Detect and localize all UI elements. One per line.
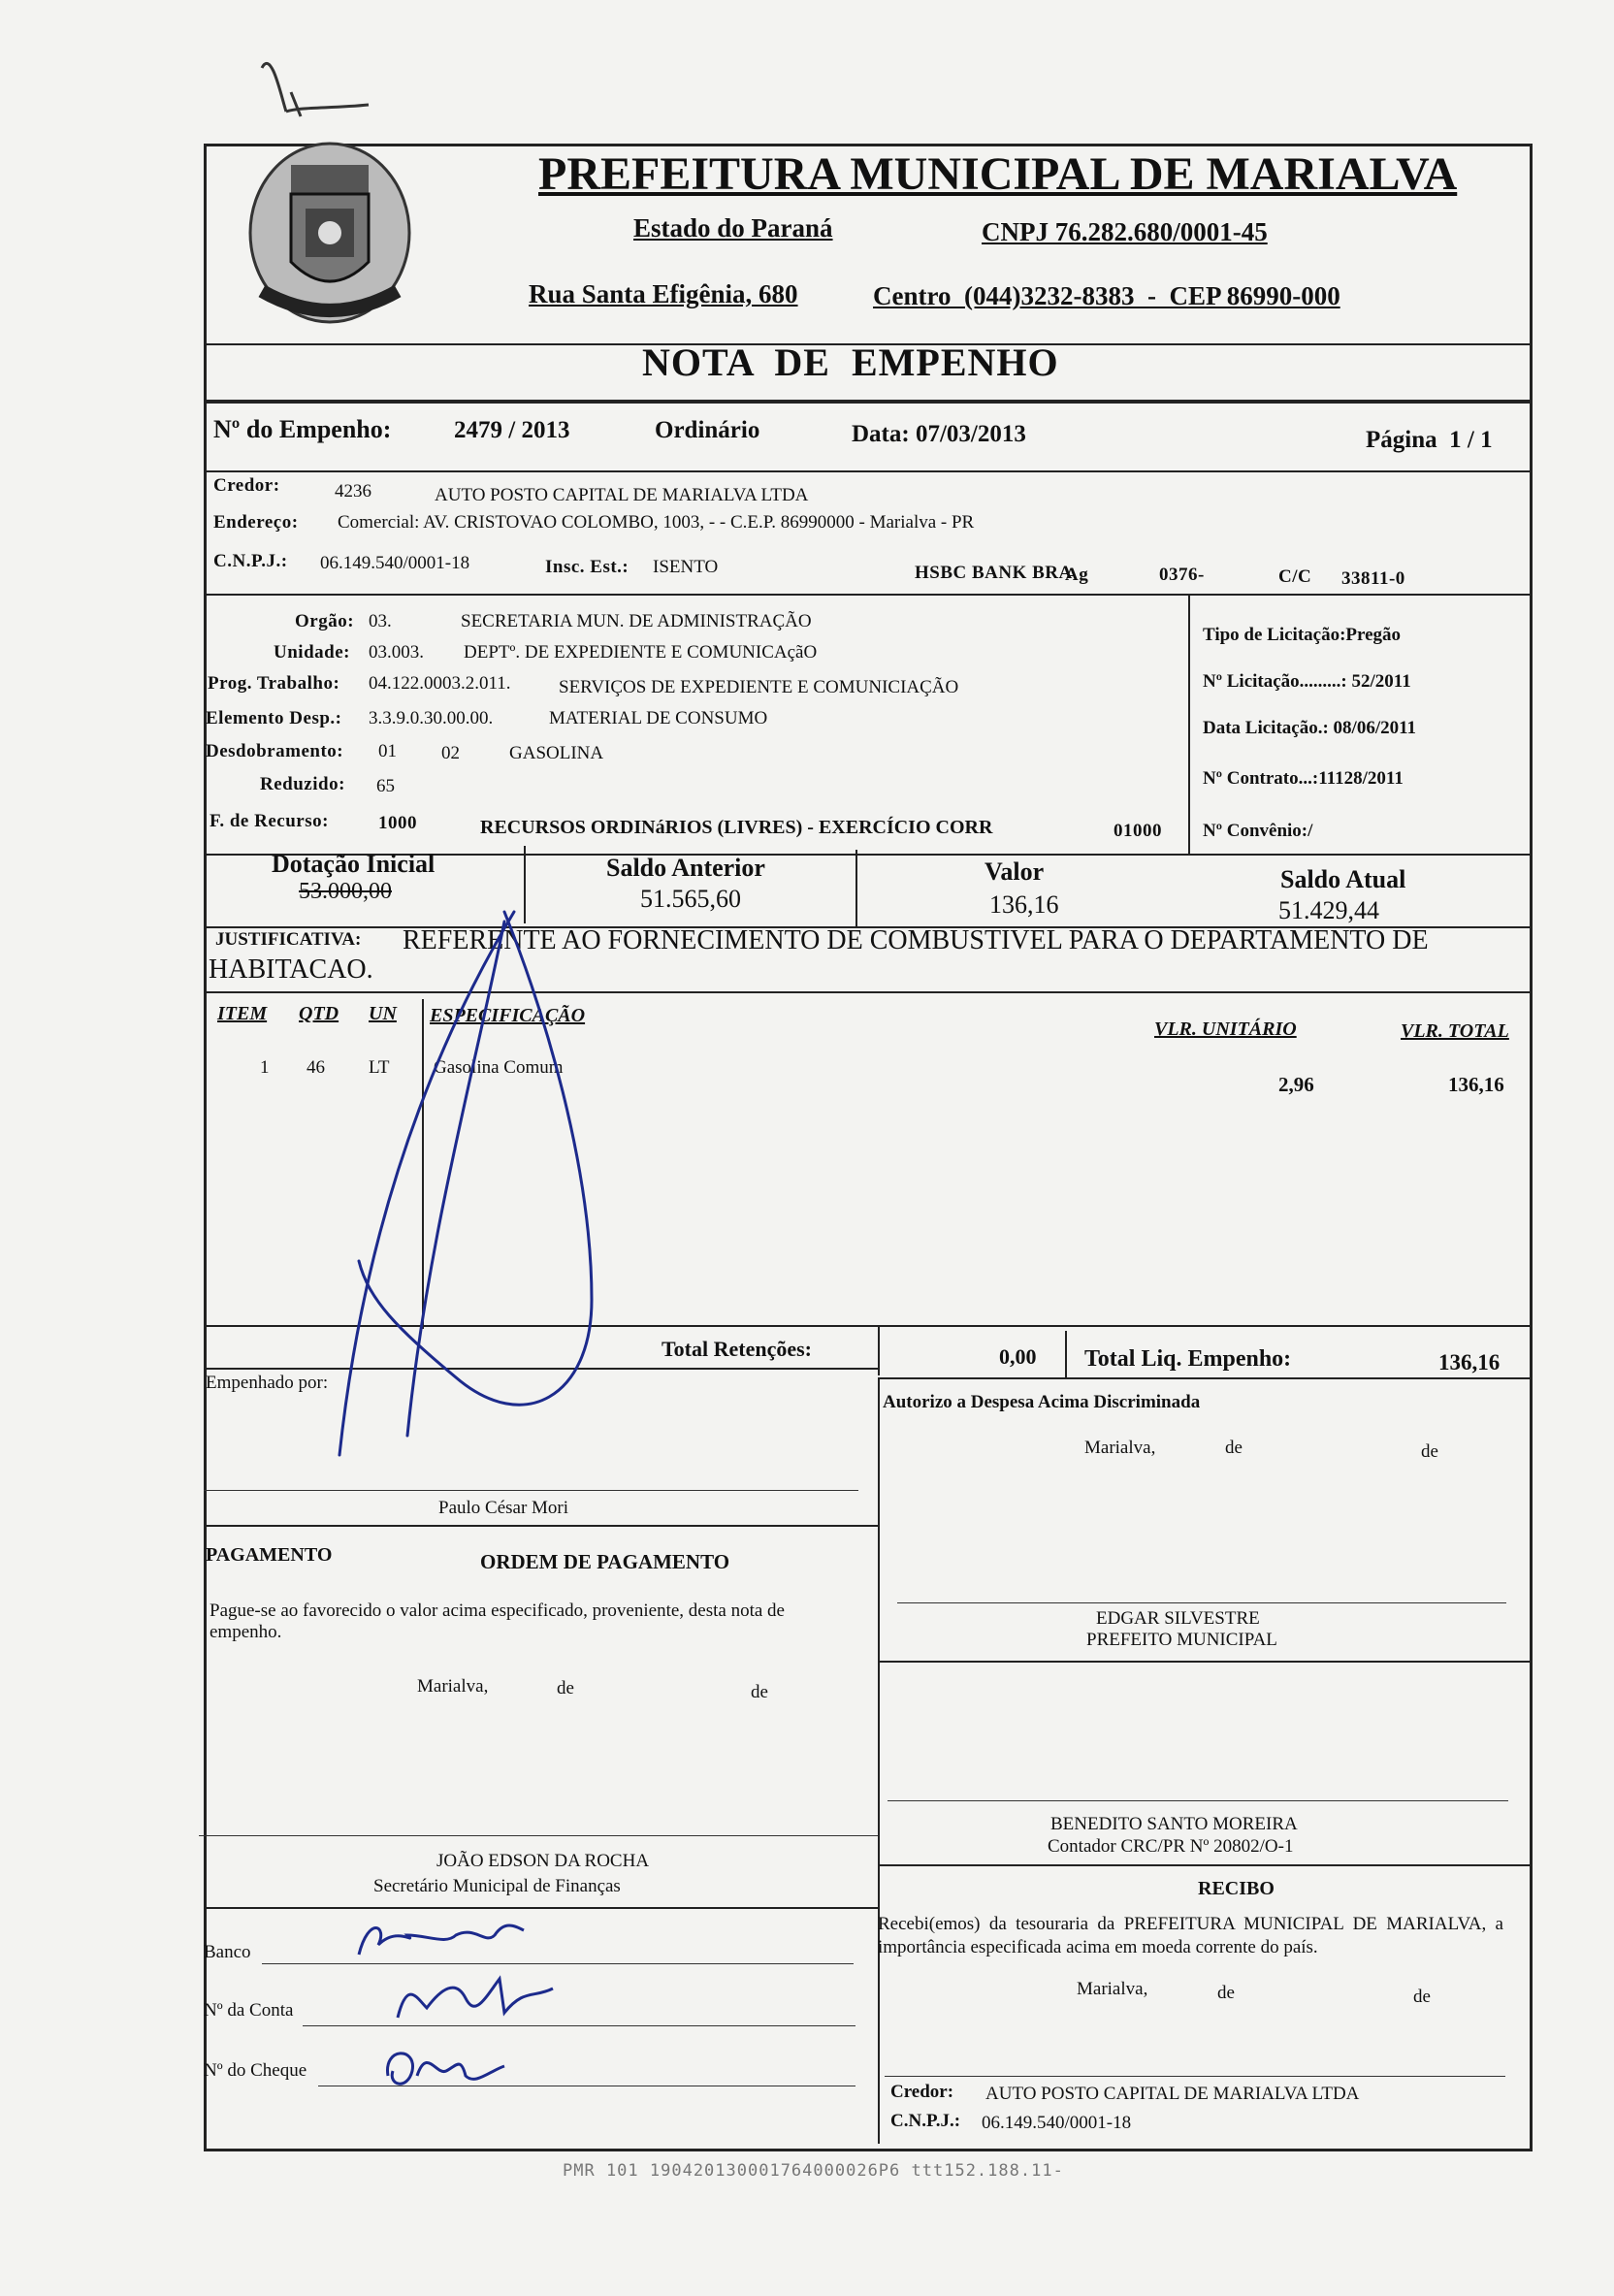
divider bbox=[204, 470, 1533, 472]
signature-line bbox=[204, 1490, 858, 1491]
cnpj-label: CNPJ 76.282.680/0001-45 bbox=[982, 217, 1268, 246]
licitacao-date: Data Licitação.: 08/06/2011 bbox=[1203, 718, 1417, 738]
state-label: Estado do Paraná bbox=[633, 213, 833, 243]
reduzido-value: 65 bbox=[376, 776, 395, 796]
divider bbox=[855, 850, 857, 927]
divider bbox=[878, 1377, 880, 2144]
recibo-text: Recebi(emos) da tesouraria da PREFEITURA MUNICIPAL DE MARIALVA, a importância especificada acima em moeda corrente do país. bbox=[878, 1914, 1503, 1957]
valor-value: 136,16 bbox=[989, 890, 1059, 919]
elemento-code: 3.3.9.0.30.00.00. bbox=[369, 708, 494, 728]
autorizo-label: Autorizo a Despesa Acima Discriminada bbox=[883, 1392, 1201, 1412]
total-retencoes-label: Total Retenções: bbox=[662, 1337, 812, 1361]
pague-se-text: Pague-se ao favorecido o valor acima especificado, proveniente, desta nota de empenho. bbox=[210, 1601, 785, 1642]
desdobramento-name: GASOLINA bbox=[509, 743, 604, 763]
account-value: 33811-0 bbox=[1341, 568, 1405, 589]
item-especificacao: Gasolina Comum bbox=[434, 1057, 564, 1078]
desdobramento-a: 01 bbox=[378, 741, 397, 761]
orgao-code: 03. bbox=[369, 611, 392, 631]
contador-name: BENEDITO SANTO MOREIRA bbox=[1050, 1814, 1298, 1834]
contador-title: Contador CRC/PR Nº 20802/O-1 bbox=[1048, 1836, 1294, 1857]
autorizo-de-2: de bbox=[1421, 1441, 1438, 1462]
col-header-item: ITEM bbox=[217, 1003, 268, 1024]
empenho-number: 2479 / 2013 bbox=[454, 417, 570, 443]
col-header-qtd: QTD bbox=[299, 1003, 339, 1024]
autorizo-place: Marialva, bbox=[1084, 1438, 1156, 1458]
dotacao-inicial-value: 53.000,00 bbox=[299, 879, 392, 904]
banco-label: Banco bbox=[204, 1942, 251, 1962]
valor-label: Valor bbox=[985, 857, 1045, 886]
item-un: LT bbox=[369, 1057, 390, 1078]
total-liquido-label: Total Liq. Empenho: bbox=[1084, 1346, 1292, 1372]
col-header-un: UN bbox=[369, 1003, 397, 1024]
desdobramento-label: Desdobramento: bbox=[206, 741, 344, 761]
handwritten-cheque-mark bbox=[378, 2037, 524, 2095]
empenho-date: Data: 07/03/2013 bbox=[852, 421, 1026, 447]
prefeito-name: EDGAR SILVESTRE bbox=[1096, 1608, 1260, 1629]
pagamento-place: Marialva, bbox=[417, 1676, 489, 1697]
total-liquido-value: 136,16 bbox=[1438, 1350, 1501, 1374]
unidade-code: 03.003. bbox=[369, 642, 424, 663]
credor-cnpj: 06.149.540/0001-18 bbox=[320, 553, 470, 573]
divider bbox=[204, 400, 1533, 404]
divider bbox=[204, 1525, 878, 1527]
justificativa-text-cont: HABITACAO. bbox=[209, 954, 373, 985]
credor-name: AUTO POSTO CAPITAL DE MARIALVA LTDA bbox=[435, 485, 809, 505]
recibo-label: RECIBO bbox=[1198, 1878, 1275, 1899]
endereco-value: Comercial: AV. CRISTOVAO COLOMBO, 1003, - - C.E.P. 86990000 - Marialva - PR bbox=[338, 512, 975, 533]
dotacao-inicial-label: Dotação Inicial bbox=[272, 850, 436, 878]
recibo-cnpj-value: 06.149.540/0001-18 bbox=[982, 2113, 1132, 2133]
empenho-type: Ordinário bbox=[655, 417, 760, 443]
insc-label: Insc. Est.: bbox=[545, 557, 629, 577]
reduzido-label: Reduzido: bbox=[260, 774, 345, 794]
recibo-credor-label: Credor: bbox=[890, 2082, 954, 2102]
pagamento-de-2: de bbox=[751, 1682, 768, 1702]
orgao-name: SECRETARIA MUN. DE ADMINISTRAÇÃO bbox=[461, 611, 812, 631]
signature-line bbox=[888, 1800, 1508, 1801]
document-title: NOTA DE EMPENHO bbox=[642, 340, 1059, 384]
recibo-de-1: de bbox=[1217, 1983, 1235, 2003]
divider bbox=[878, 1661, 1533, 1663]
autorizo-de-1: de bbox=[1225, 1438, 1243, 1458]
saldo-atual-value: 51.429,44 bbox=[1278, 896, 1379, 924]
signature-line bbox=[897, 1602, 1506, 1603]
page-indicator: Página 1 / 1 bbox=[1366, 427, 1493, 453]
elemento-label: Elemento Desp.: bbox=[206, 708, 342, 728]
recurso-cod: 01000 bbox=[1114, 821, 1162, 841]
saldo-anterior-value: 51.565,60 bbox=[640, 885, 741, 913]
insc-value: ISENTO bbox=[653, 557, 719, 577]
pagamento-de-1: de bbox=[557, 1678, 574, 1698]
col-header-vlr-total: VLR. TOTAL bbox=[1401, 1020, 1509, 1042]
secretario-name: JOÃO EDSON DA ROCHA bbox=[436, 1851, 650, 1871]
prog-code: 04.122.0003.2.011. bbox=[369, 673, 511, 694]
conta-line bbox=[303, 2025, 855, 2026]
bank-name: HSBC BANK BRA bbox=[915, 563, 1073, 583]
recurso-label: F. de Recurso: bbox=[210, 811, 329, 831]
justificativa-text: REFERENTE AO FORNECIMENTO DE COMBUSTIVEL PARA O DEPARTAMENTO DE bbox=[403, 925, 1429, 955]
recibo-credor-name: AUTO POSTO CAPITAL DE MARIALVA LTDA bbox=[985, 2084, 1360, 2104]
handwritten-account-mark bbox=[388, 1959, 572, 2027]
recibo-place: Marialva, bbox=[1077, 1979, 1148, 1999]
empenho-number-label: Nº do Empenho: bbox=[213, 415, 392, 443]
handwritten-signature-mark bbox=[310, 892, 621, 1474]
divider bbox=[878, 1864, 1533, 1866]
col-header-vlr-unitario: VLR. UNITÁRIO bbox=[1154, 1019, 1297, 1040]
district-phone-label: Centro (044)3232-8383 - CEP 86990-000 bbox=[873, 281, 1340, 310]
prog-name: SERVIÇOS DE EXPEDIENTE E COMUNICIAÇÃO bbox=[559, 677, 959, 697]
saldo-atual-label: Saldo Atual bbox=[1280, 865, 1406, 893]
recibo-de-2: de bbox=[1413, 1987, 1431, 2007]
recurso-name: RECURSOS ORDINáRIOS (LIVRES) - EXERCÍCIO CORR bbox=[480, 817, 993, 838]
prefeito-title: PREFEITO MUNICIPAL bbox=[1086, 1630, 1277, 1650]
agency-label: Ag bbox=[1065, 565, 1089, 585]
orgao-label: Orgão: bbox=[295, 611, 355, 631]
page-title: PREFEITURA MUNICIPAL DE MARIALVA bbox=[538, 148, 1458, 200]
licitacao-number: Nº Licitação.........: 52/2011 bbox=[1203, 671, 1411, 692]
cnpj-label: C.N.P.J.: bbox=[213, 551, 288, 571]
coat-of-arms-seal bbox=[233, 126, 427, 335]
desdobramento-b: 02 bbox=[441, 743, 460, 763]
licitacao-type: Tipo de Licitação:Pregão bbox=[1203, 625, 1402, 645]
endereco-label: Endereço: bbox=[213, 512, 299, 533]
cheque-label: Nº do Cheque bbox=[204, 2060, 307, 2081]
ordem-pagamento-label: ORDEM DE PAGAMENTO bbox=[480, 1550, 730, 1573]
pagamento-label: PAGAMENTO bbox=[206, 1544, 333, 1566]
divider bbox=[878, 1377, 1533, 1379]
recibo-cnpj-label: C.N.P.J.: bbox=[890, 2111, 961, 2131]
justificativa-label: JUSTIFICATIVA: bbox=[215, 929, 362, 950]
credor-code: 4236 bbox=[335, 481, 371, 501]
contrato-number: Nº Contrato...:11128/2011 bbox=[1203, 768, 1404, 789]
empenhado-por-label: Empenhado por: bbox=[206, 1373, 329, 1393]
item-total-price: 136,16 bbox=[1448, 1073, 1504, 1096]
prog-label: Prog. Trabalho: bbox=[208, 673, 340, 694]
corner-scribble-mark bbox=[242, 39, 378, 126]
divider bbox=[1188, 594, 1190, 856]
footer-code: PMR 101 190420130001764000026P6 ttt152.188.11- bbox=[563, 2161, 1064, 2181]
convenio-number: Nº Convênio:/ bbox=[1203, 821, 1313, 841]
conta-label: Nº da Conta bbox=[204, 2000, 294, 2021]
signature-line bbox=[199, 1835, 878, 1836]
elemento-name: MATERIAL DE CONSUMO bbox=[549, 708, 768, 728]
item-qtd: 46 bbox=[307, 1057, 325, 1078]
col-header-especificacao: ESPECIFICAÇÃO bbox=[430, 1005, 586, 1026]
account-label: C/C bbox=[1278, 566, 1312, 587]
handwritten-bank-mark bbox=[349, 1906, 543, 1964]
street-label: Rua Santa Efigênia, 680 bbox=[529, 279, 798, 308]
unidade-name: DEPTº. DE EXPEDIENTE E COMUNICAçãO bbox=[464, 642, 818, 663]
secretario-title: Secretário Municipal de Finanças bbox=[373, 1876, 621, 1896]
item-unit-price: 2,96 bbox=[1278, 1073, 1314, 1096]
signature-line bbox=[885, 2076, 1505, 2077]
unidade-label: Unidade: bbox=[274, 642, 350, 663]
empenhado-por-name: Paulo César Mori bbox=[438, 1498, 569, 1518]
divider bbox=[878, 1325, 880, 1375]
item-number: 1 bbox=[260, 1057, 270, 1078]
agency-value: 0376- bbox=[1159, 565, 1205, 585]
recurso-code: 1000 bbox=[378, 813, 417, 833]
total-retencoes-value: 0,00 bbox=[999, 1344, 1037, 1369]
divider bbox=[204, 594, 1533, 596]
credor-label: Credor: bbox=[213, 475, 280, 496]
divider bbox=[1065, 1331, 1067, 1377]
saldo-anterior-label: Saldo Anterior bbox=[606, 854, 765, 882]
